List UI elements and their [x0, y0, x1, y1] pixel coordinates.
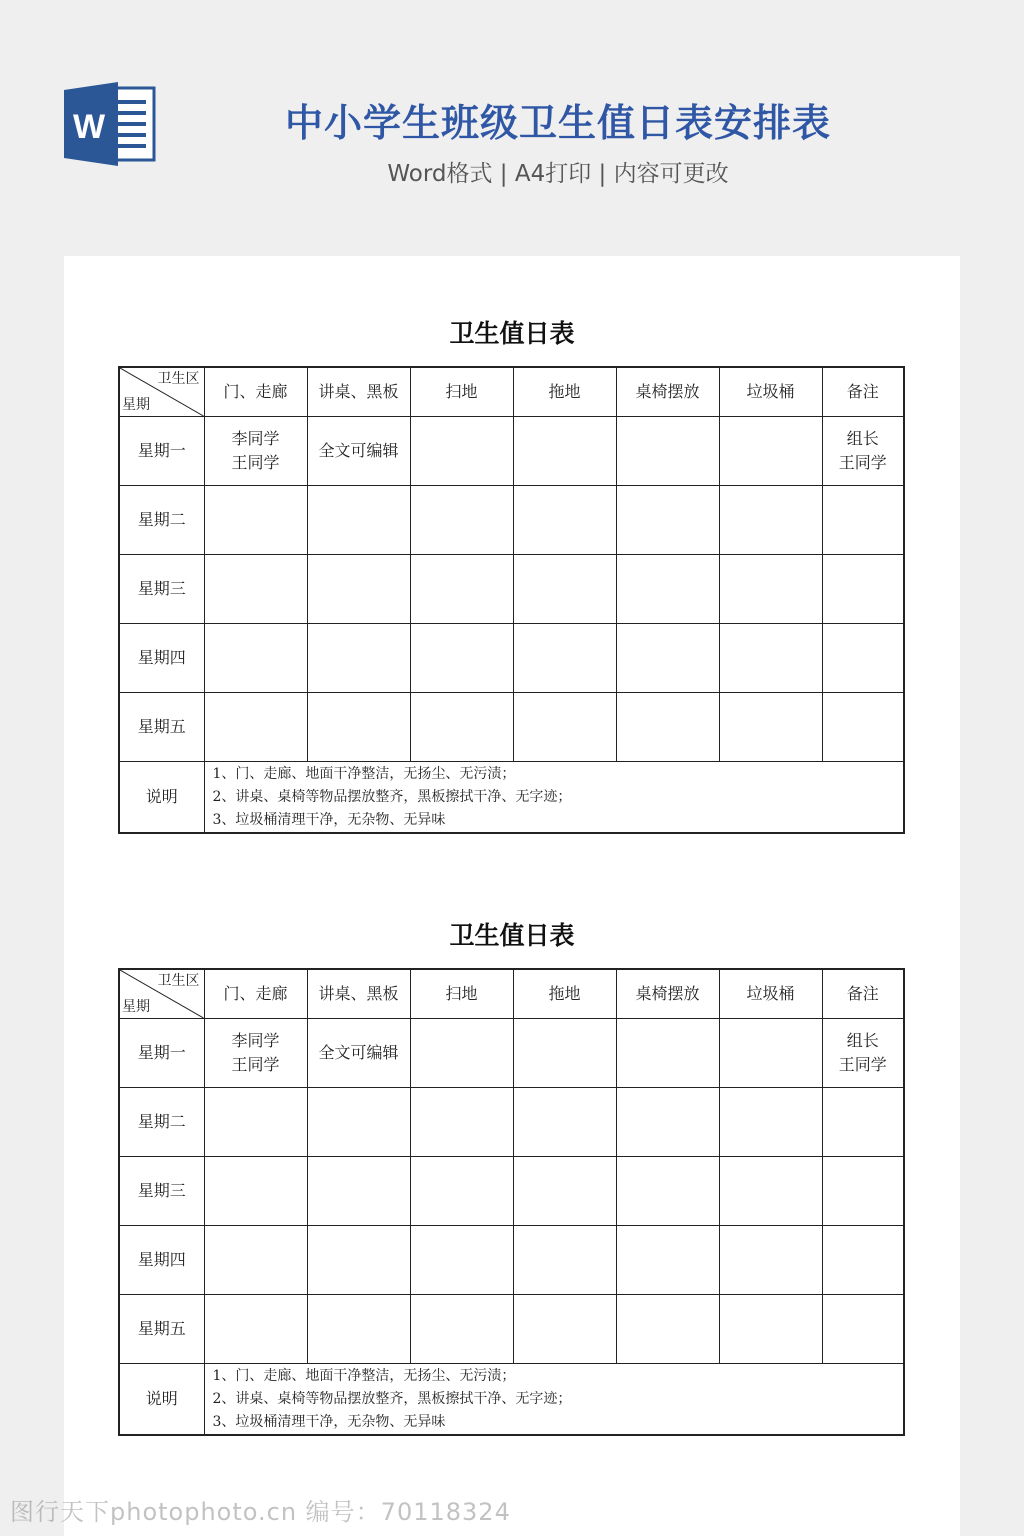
table-cell[interactable] — [616, 555, 719, 624]
notes-row — [119, 762, 904, 834]
table-cell[interactable] — [307, 417, 410, 486]
column-header: 门、走廊 — [204, 367, 307, 417]
table-cell[interactable] — [719, 486, 822, 555]
table-cell[interactable] — [204, 1226, 307, 1295]
table-cell[interactable] — [822, 1226, 904, 1295]
column-header: 门、走廊 — [204, 969, 307, 1019]
table-cell[interactable] — [719, 1226, 822, 1295]
day-label: 星期五 — [119, 693, 204, 762]
header-row — [119, 367, 904, 417]
table-cell[interactable] — [719, 555, 822, 624]
table-cell[interactable] — [822, 1019, 904, 1088]
table-cell[interactable] — [307, 1226, 410, 1295]
day-label: 星期四 — [119, 624, 204, 693]
notes-label: 说明 — [119, 762, 204, 834]
page-title: 中小学生班级卫生值日表安排表 — [284, 101, 831, 145]
corner-day-label: 星期 — [122, 397, 150, 413]
table-cell[interactable] — [410, 417, 513, 486]
table-cell[interactable] — [616, 486, 719, 555]
note-line: 1、门、走廊、地面干净整洁，无扬尘、无污渍； — [212, 1367, 516, 1384]
table-cell[interactable] — [307, 1295, 410, 1364]
notes-label: 说明 — [119, 1364, 204, 1436]
table-cell[interactable] — [822, 1157, 904, 1226]
note-line: 2、讲桌、桌椅等物品摆放整齐，黑板擦拭干净、无字迹； — [212, 1390, 572, 1407]
duty-table — [118, 366, 905, 834]
table-row — [119, 417, 904, 486]
table-cell[interactable] — [513, 1295, 616, 1364]
table-cell[interactable] — [410, 1019, 513, 1088]
word-logo-letter: W — [72, 108, 106, 146]
table-cell[interactable] — [204, 1295, 307, 1364]
document-page — [64, 256, 960, 1536]
table-cell[interactable] — [822, 417, 904, 486]
table-row — [119, 1226, 904, 1295]
table-cell[interactable] — [822, 693, 904, 762]
corner-area-label: 卫生区 — [157, 371, 200, 387]
column-header: 垃圾桶 — [719, 367, 822, 417]
cell-text: 李同学 — [231, 1031, 280, 1050]
column-header: 讲桌、黑板 — [307, 367, 410, 417]
table-cell[interactable] — [410, 1226, 513, 1295]
table-row — [119, 1295, 904, 1364]
column-header: 垃圾桶 — [719, 969, 822, 1019]
table-cell[interactable] — [307, 1157, 410, 1226]
table-row — [119, 1088, 904, 1157]
table-cell[interactable] — [410, 693, 513, 762]
table-cell[interactable] — [513, 624, 616, 693]
cell-text: 王同学 — [231, 453, 280, 472]
note-line: 2、讲桌、桌椅等物品摆放整齐，黑板擦拭干净、无字迹； — [212, 788, 572, 805]
column-header: 扫地 — [410, 969, 513, 1019]
table-cell[interactable] — [616, 624, 719, 693]
table-cell[interactable] — [616, 693, 719, 762]
column-header: 扫地 — [410, 367, 513, 417]
table-cell[interactable] — [307, 693, 410, 762]
table-cell[interactable] — [616, 1226, 719, 1295]
duty-table — [118, 968, 905, 1436]
day-label: 星期二 — [119, 486, 204, 555]
watermark: 图行天下photophoto.cn 编号：70118324 — [10, 1498, 511, 1526]
table-cell[interactable] — [719, 1295, 822, 1364]
notes-row — [119, 1364, 904, 1436]
cell-text: 组长 — [846, 429, 879, 448]
table-cell[interactable] — [616, 1295, 719, 1364]
table-row — [119, 624, 904, 693]
cell-text: 王同学 — [838, 1055, 887, 1074]
table-cell[interactable] — [307, 624, 410, 693]
day-label: 星期二 — [119, 1088, 204, 1157]
table-cell[interactable] — [204, 624, 307, 693]
corner-area-label: 卫生区 — [157, 973, 200, 989]
table-cell[interactable] — [616, 417, 719, 486]
table-cell[interactable] — [719, 693, 822, 762]
table-row — [119, 555, 904, 624]
table-cell[interactable] — [307, 555, 410, 624]
table-cell[interactable] — [822, 486, 904, 555]
table-cell[interactable] — [719, 624, 822, 693]
column-header: 备注 — [822, 367, 904, 417]
corner-cell — [119, 367, 204, 417]
day-label: 星期四 — [119, 1226, 204, 1295]
cell-text: 王同学 — [231, 1055, 280, 1074]
table-cell[interactable] — [513, 486, 616, 555]
table-cell[interactable] — [822, 624, 904, 693]
table-row — [119, 486, 904, 555]
table-cell[interactable] — [513, 417, 616, 486]
table-cell[interactable] — [822, 1295, 904, 1364]
cell-text: 组长 — [846, 1031, 879, 1050]
page-subtitle: Word格式 | A4打印 | 内容可更改 — [387, 161, 729, 187]
table-cell[interactable] — [719, 417, 822, 486]
table-cell[interactable] — [204, 693, 307, 762]
note-line: 3、垃圾桶清理干净，无杂物、无异味 — [212, 811, 446, 828]
note-line: 1、门、走廊、地面干净整洁，无扬尘、无污渍； — [212, 765, 516, 782]
table-cell[interactable] — [204, 1157, 307, 1226]
table-cell[interactable] — [204, 555, 307, 624]
word-icon — [64, 82, 156, 166]
day-label: 星期三 — [119, 1157, 204, 1226]
table-cell[interactable] — [204, 1088, 307, 1157]
table-cell[interactable] — [513, 1088, 616, 1157]
column-header: 桌椅摆放 — [616, 969, 719, 1019]
table-cell[interactable] — [616, 1157, 719, 1226]
day-label: 星期三 — [119, 555, 204, 624]
day-label: 星期一 — [119, 417, 204, 486]
cell-text: 王同学 — [838, 453, 887, 472]
table-cell[interactable] — [719, 1157, 822, 1226]
table-cell[interactable] — [616, 1019, 719, 1088]
table-cell[interactable] — [204, 1019, 307, 1088]
table-cell[interactable] — [513, 555, 616, 624]
table-cell[interactable] — [719, 1088, 822, 1157]
notes-cell — [204, 1364, 904, 1436]
table-cell[interactable] — [410, 1295, 513, 1364]
corner-day-label: 星期 — [122, 999, 150, 1015]
table-cell[interactable] — [410, 555, 513, 624]
column-header: 备注 — [822, 969, 904, 1019]
column-header: 拖地 — [513, 367, 616, 417]
table-cell[interactable] — [307, 1088, 410, 1157]
table-row — [119, 1157, 904, 1226]
day-label: 星期五 — [119, 1295, 204, 1364]
column-header: 拖地 — [513, 969, 616, 1019]
table-cell[interactable] — [513, 693, 616, 762]
table-cell[interactable] — [410, 1088, 513, 1157]
table-cell[interactable] — [307, 486, 410, 555]
column-header: 桌椅摆放 — [616, 367, 719, 417]
table-cell[interactable] — [513, 1226, 616, 1295]
cell-text: 全文可编辑 — [318, 1043, 399, 1062]
day-label: 星期一 — [119, 1019, 204, 1088]
table-cell[interactable] — [513, 1019, 616, 1088]
notes-cell — [204, 762, 904, 834]
table-cell[interactable] — [410, 486, 513, 555]
table-cell[interactable] — [204, 486, 307, 555]
corner-cell — [119, 969, 204, 1019]
cell-text: 李同学 — [231, 429, 280, 448]
table-cell[interactable] — [822, 1088, 904, 1157]
table-row — [119, 1019, 904, 1088]
header-row — [119, 969, 904, 1019]
table-cell[interactable] — [204, 417, 307, 486]
sheet-title: 卫生值日表 — [449, 319, 575, 348]
note-line: 3、垃圾桶清理干净，无杂物、无异味 — [212, 1413, 446, 1430]
table-cell[interactable] — [822, 555, 904, 624]
sheet-title: 卫生值日表 — [449, 921, 575, 950]
table-row — [119, 693, 904, 762]
table-cell[interactable] — [410, 1157, 513, 1226]
table-cell[interactable] — [616, 1088, 719, 1157]
table-cell[interactable] — [307, 1019, 410, 1088]
column-header: 讲桌、黑板 — [307, 969, 410, 1019]
table-cell[interactable] — [513, 1157, 616, 1226]
table-cell[interactable] — [719, 1019, 822, 1088]
table-cell[interactable] — [410, 624, 513, 693]
cell-text: 全文可编辑 — [318, 441, 399, 460]
